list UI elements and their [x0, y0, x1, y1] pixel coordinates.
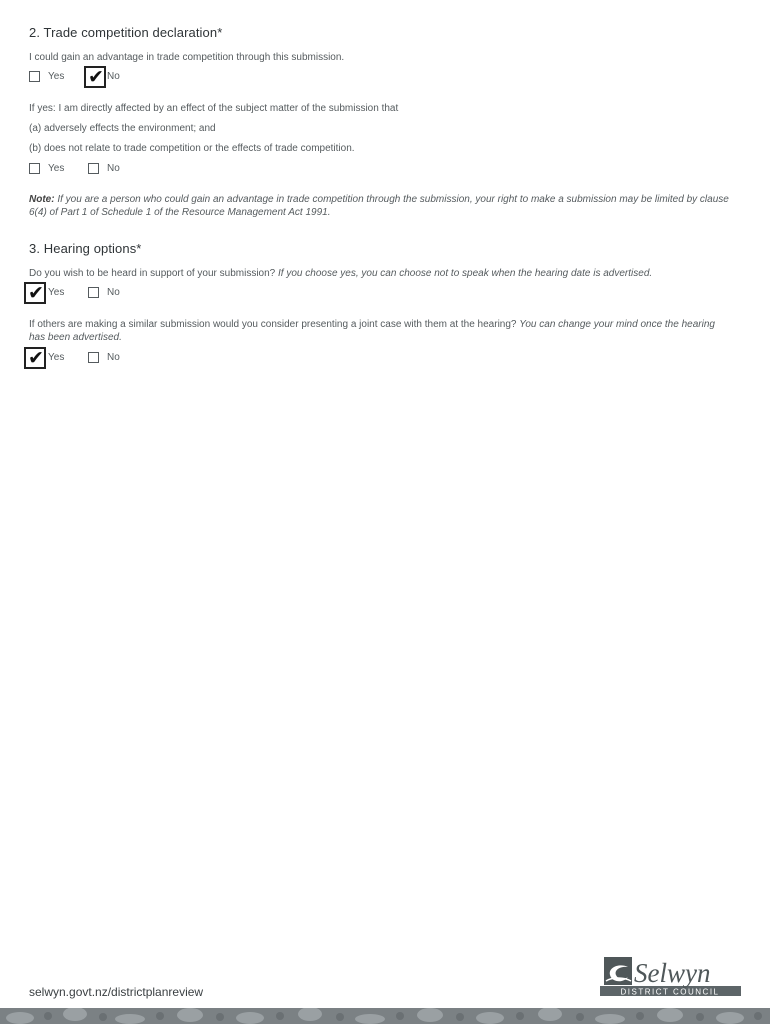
section-heading-trade-competition: 2. Trade competition declaration* [29, 25, 223, 40]
condition-b: (b) does not relate to trade competition or the effects of trade competition. [29, 143, 355, 154]
section-heading-hearing-options: 3. Hearing options* [29, 241, 142, 256]
joint-case-yes-label: Yes [48, 352, 65, 363]
trade-advantage-yes-option[interactable] [29, 71, 64, 82]
joint-case-no-checkbox[interactable] [88, 352, 99, 363]
legal-note [29, 193, 744, 219]
note-text: If you are a person who could gain an advantage in trade competition through the submission, your right to make a submission may be limited by clause 6(4) of Part 1 of Schedule 1 of the Resource Management Act 1991. [29, 194, 729, 218]
logo-wordmark: Selwyn [634, 958, 711, 988]
checkmark-icon: ✔ [28, 347, 44, 369]
trade-advantage-yes-label: Yes [48, 71, 65, 82]
wish-to-be-heard-no-label: No [107, 287, 120, 298]
checkmark-icon: ✔ [28, 282, 44, 304]
joint-case-no-option[interactable] [88, 352, 120, 363]
wish-to-be-heard-text: Do you wish to be heard in support of your submission? [29, 268, 279, 279]
selwyn-logo-graphic [598, 955, 743, 997]
wish-to-be-heard-yes-label: Yes [48, 287, 65, 298]
pattern-icon [0, 1008, 770, 1024]
checkmark-icon: ✔ [88, 66, 104, 88]
note-label: Note: [29, 194, 55, 205]
joint-case-yes-checked-box[interactable] [24, 347, 46, 369]
if-yes-statement: If yes: I am directly affected by an effect of the subject matter of the submission that [29, 103, 399, 114]
joint-case-no-label: No [107, 352, 120, 363]
joint-case-hint: You can change your mind once the hearing has been advertised. [29, 319, 715, 343]
trade-advantage-yes-checkbox[interactable] [29, 71, 40, 82]
condition-a: (a) adversely effects the environment; and [29, 123, 216, 134]
directly-affected-yes-option[interactable] [29, 163, 64, 174]
trade-advantage-question: I could gain an advantage in trade competition through this submission. [29, 52, 345, 63]
joint-case-question [29, 318, 729, 344]
trade-advantage-no-checked-box[interactable] [84, 66, 106, 88]
directly-affected-yes-checkbox[interactable] [29, 163, 40, 174]
wish-to-be-heard-no-checkbox[interactable] [88, 287, 99, 298]
logo-subtitle: DISTRICT COUNCIL [620, 987, 720, 997]
joint-case-text: If others are making a similar submission would you consider presenting a joint case with them at the hearing? [29, 319, 520, 330]
wish-to-be-heard-hint: If you choose yes, you can choose not to speak when the hearing date is advertised. [278, 268, 653, 279]
directly-affected-yes-label: Yes [48, 163, 65, 174]
directly-affected-no-checkbox[interactable] [88, 163, 99, 174]
directly-affected-no-label: No [107, 163, 120, 174]
selwyn-logo [598, 955, 743, 997]
wish-to-be-heard-question [29, 267, 744, 280]
wish-to-be-heard-no-option[interactable] [88, 287, 120, 298]
wish-to-be-heard-yes-checked-box[interactable] [24, 282, 46, 304]
trade-advantage-no-label: No [107, 71, 120, 82]
decorative-footer-band [0, 1008, 770, 1024]
footer-url[interactable]: selwyn.govt.nz/districtplanreview [29, 985, 204, 999]
directly-affected-no-option[interactable] [88, 163, 120, 174]
